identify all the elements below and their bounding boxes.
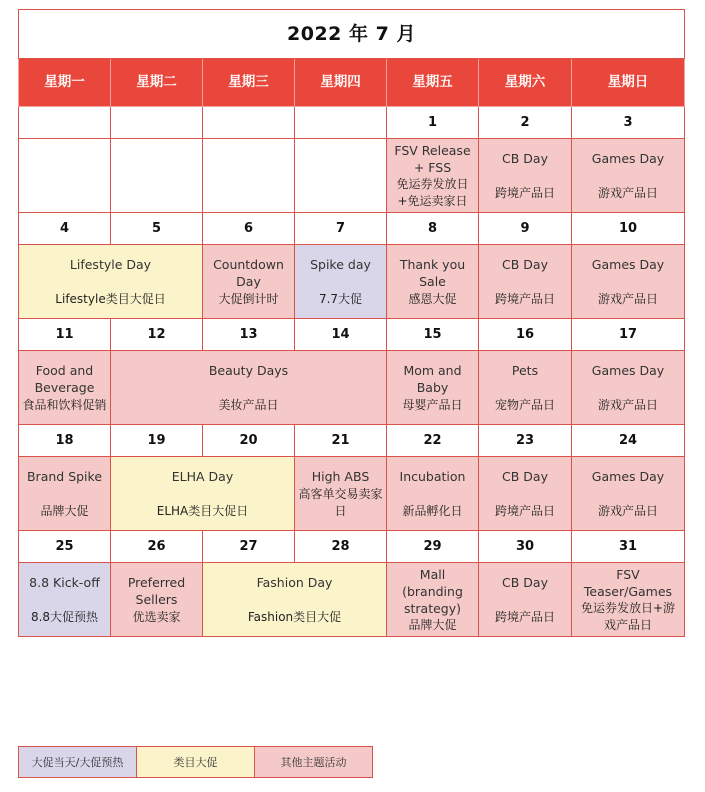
event-cell (387, 139, 479, 213)
date-cell-empty (19, 107, 111, 139)
calendar-title: 2022 年 7 月 (19, 10, 685, 59)
event-title: CB Day (502, 150, 548, 166)
weekday-header-row (19, 59, 685, 107)
event-title: Incubation (399, 468, 466, 484)
event-cell (387, 563, 479, 637)
legend-item-category: 类目大促 (137, 747, 255, 778)
event-subtitle: 跨境产品日 (494, 609, 555, 624)
event-cell (295, 245, 387, 319)
date-cell: 12 (111, 319, 203, 351)
week-3-dates-row (19, 319, 685, 351)
event-title: Brand Spike (26, 468, 103, 484)
event-subtitle: 游戏产品日 (597, 185, 658, 200)
event-title: FSV Release + FSS (394, 142, 471, 175)
date-cell: 8 (387, 213, 479, 245)
event-cell (387, 457, 479, 531)
event-title: High ABS (311, 468, 370, 484)
event-title: CB Day (502, 574, 548, 590)
event-cell (479, 351, 572, 425)
event-subtitle: 高客单交易卖家日 (298, 486, 383, 518)
event-subtitle: 母婴产品日 (402, 397, 463, 412)
event-cell-empty (203, 139, 295, 213)
event-cell-empty (111, 139, 203, 213)
event-title: Countdown Day (213, 256, 284, 289)
legend-item-spike: 大促当天/大促预热 (19, 747, 137, 778)
event-subtitle: ELHA类目大促日 (156, 503, 249, 518)
event-subtitle: 8.8大促预热 (30, 609, 99, 624)
event-title: Fashion Day (256, 574, 333, 590)
weekday-mon: 星期一 (19, 59, 111, 107)
event-title: 8.8 Kick-off (29, 574, 100, 590)
date-cell: 17 (572, 319, 685, 351)
date-cell: 30 (479, 531, 572, 563)
date-cell: 3 (572, 107, 685, 139)
weekday-sat: 星期六 (479, 59, 572, 107)
event-title: Lifestyle Day (69, 256, 152, 272)
week-5-dates-row (19, 531, 685, 563)
date-cell: 6 (203, 213, 295, 245)
event-subtitle: Fashion类目大促 (247, 609, 342, 624)
date-cell: 15 (387, 319, 479, 351)
date-cell: 11 (19, 319, 111, 351)
date-cell-empty (111, 107, 203, 139)
event-title: Beauty Days (208, 362, 289, 378)
event-cell (572, 351, 685, 425)
event-title: Spike day (310, 256, 371, 272)
date-cell: 29 (387, 531, 479, 563)
weekday-wed: 星期三 (203, 59, 295, 107)
event-cell (572, 563, 685, 637)
event-cell (479, 563, 572, 637)
event-cell (572, 139, 685, 213)
week-3-events-row (19, 351, 685, 425)
event-subtitle: 宠物产品日 (494, 397, 555, 412)
legend-item-other: 其他主题活动 (255, 747, 373, 778)
weekday-sun: 星期日 (572, 59, 685, 107)
date-cell: 13 (203, 319, 295, 351)
date-cell: 9 (479, 213, 572, 245)
legend-table (18, 746, 373, 778)
event-title: Food and Beverage (34, 362, 95, 395)
date-cell: 14 (295, 319, 387, 351)
event-subtitle: Lifestyle类目大促日 (55, 291, 166, 306)
date-cell: 4 (19, 213, 111, 245)
date-cell: 20 (203, 425, 295, 457)
event-subtitle: 食品和饮料促销 (22, 397, 107, 412)
event-cell (111, 457, 295, 531)
event-cell-empty (295, 139, 387, 213)
event-cell (19, 245, 203, 319)
date-cell: 26 (111, 531, 203, 563)
event-cell (111, 351, 387, 425)
date-cell: 16 (479, 319, 572, 351)
week-1-events-row (19, 139, 685, 213)
date-cell: 22 (387, 425, 479, 457)
event-title: Pets (511, 362, 539, 378)
date-cell: 19 (111, 425, 203, 457)
weekday-fri: 星期五 (387, 59, 479, 107)
date-cell: 2 (479, 107, 572, 139)
date-cell: 27 (203, 531, 295, 563)
event-subtitle: 游戏产品日 (597, 397, 658, 412)
event-cell (479, 139, 572, 213)
date-cell: 25 (19, 531, 111, 563)
date-cell: 21 (295, 425, 387, 457)
event-subtitle: 跨境产品日 (494, 291, 555, 306)
event-subtitle: 免运券发放日+免运卖家日 (396, 176, 469, 208)
event-title: Games Day (591, 256, 665, 272)
week-5-events-row (19, 563, 685, 637)
event-cell (111, 563, 203, 637)
week-4-events-row (19, 457, 685, 531)
event-subtitle: 优选卖家 (132, 609, 181, 624)
event-subtitle: 大促倒计时 (218, 291, 279, 306)
date-cell: 23 (479, 425, 572, 457)
week-1-dates-row (19, 107, 685, 139)
event-cell (19, 457, 111, 531)
event-subtitle: 免运券发放日+游戏产品日 (580, 600, 676, 632)
date-cell: 10 (572, 213, 685, 245)
week-2-dates-row (19, 213, 685, 245)
date-cell: 5 (111, 213, 203, 245)
weekday-thu: 星期四 (295, 59, 387, 107)
event-subtitle: 美妆产品日 (218, 397, 279, 412)
event-title: Games Day (591, 468, 665, 484)
event-subtitle: 品牌大促 (40, 503, 89, 518)
event-title: CB Day (502, 468, 548, 484)
event-title: Preferred Sellers (127, 574, 186, 607)
event-subtitle: 跨境产品日 (494, 503, 555, 518)
weekday-tue: 星期二 (111, 59, 203, 107)
date-cell: 18 (19, 425, 111, 457)
calendar-table (18, 9, 685, 637)
event-cell-empty (19, 139, 111, 213)
event-subtitle: 感恩大促 (408, 291, 457, 306)
date-cell-empty (203, 107, 295, 139)
event-title: Games Day (591, 362, 665, 378)
event-title: Mom and Baby (403, 362, 462, 395)
date-cell: 1 (387, 107, 479, 139)
date-cell: 24 (572, 425, 685, 457)
event-cell (203, 563, 387, 637)
event-cell (572, 457, 685, 531)
date-cell: 31 (572, 531, 685, 563)
event-subtitle: 游戏产品日 (597, 503, 658, 518)
date-cell: 7 (295, 213, 387, 245)
event-cell (19, 351, 111, 425)
event-cell (19, 563, 111, 637)
event-title: FSV Teaser/Games (583, 566, 673, 599)
event-subtitle: 7.7大促 (318, 291, 363, 306)
event-title: Games Day (591, 150, 665, 166)
event-subtitle: 游戏产品日 (597, 291, 658, 306)
event-title: ELHA Day (171, 468, 234, 484)
event-title: Mall (branding strategy) (402, 566, 463, 616)
event-cell (572, 245, 685, 319)
event-cell (479, 245, 572, 319)
event-title: CB Day (502, 256, 548, 272)
date-cell-empty (295, 107, 387, 139)
event-subtitle: 跨境产品日 (494, 185, 555, 200)
event-cell (203, 245, 295, 319)
event-title: Thank you Sale (399, 256, 466, 289)
event-subtitle: 新品孵化日 (402, 503, 463, 518)
week-4-dates-row (19, 425, 685, 457)
date-cell: 28 (295, 531, 387, 563)
event-cell (295, 457, 387, 531)
event-cell (479, 457, 572, 531)
week-2-events-row (19, 245, 685, 319)
event-subtitle: 品牌大促 (408, 617, 457, 632)
event-cell (387, 245, 479, 319)
event-cell (387, 351, 479, 425)
